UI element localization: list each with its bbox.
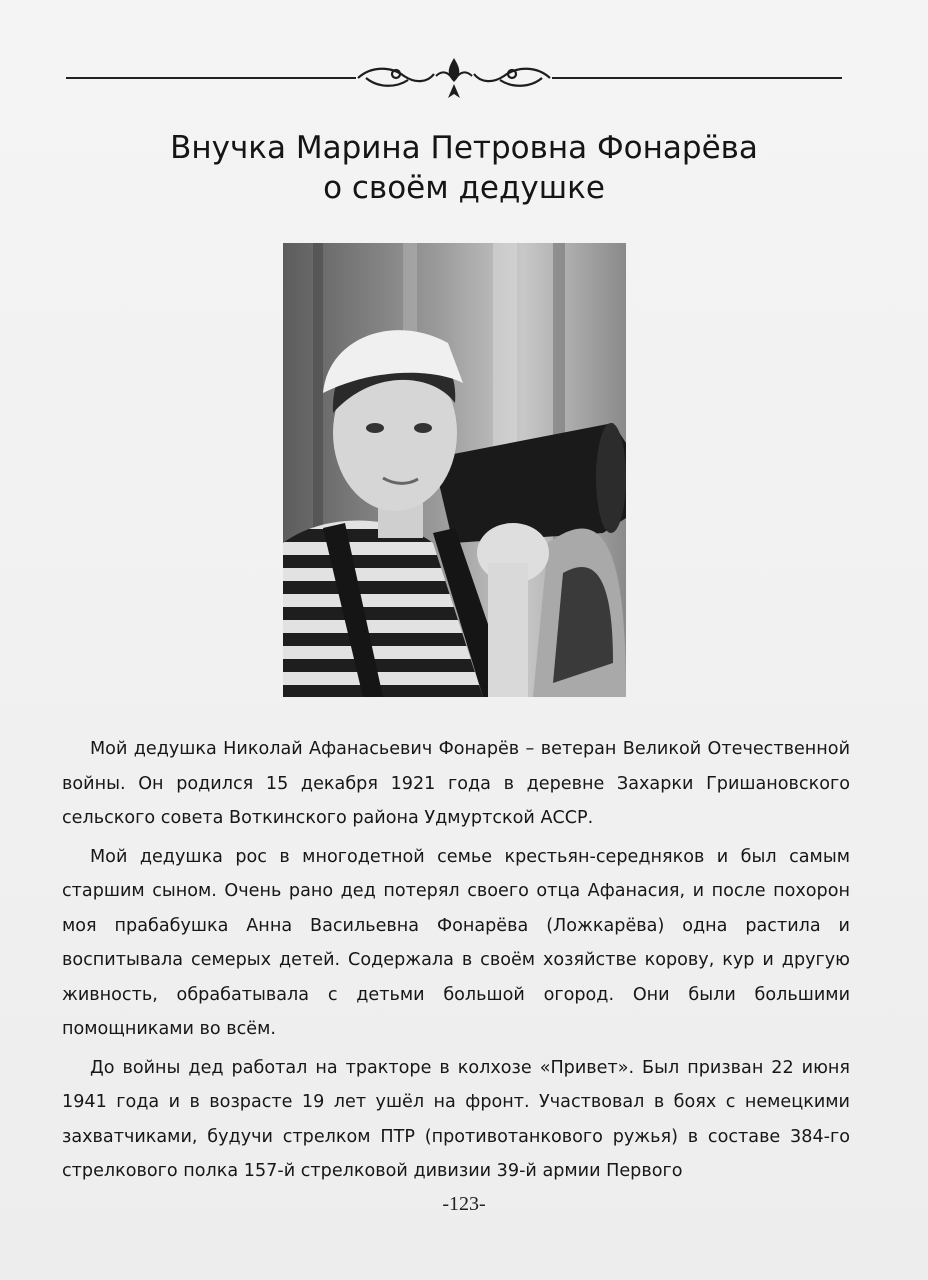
page-number: -123- xyxy=(442,1193,486,1215)
decorative-divider-ornament xyxy=(66,54,842,102)
portrait-photo-image xyxy=(283,243,626,697)
paragraph-2: Мой дедушка рос в многодетной семье крестьян-середняков и был самым старшим сыном. Очень рано дед потерял своего отца Афанасия, и после похорон моя прабабушка Анна Васильевна Фонарёва (Ложкарёва) одна растила и воспитывала семерых детей. Содержала в своём хозяйстве корову, кур и другую живность, обрабатывала с детьми большой огород. Они были большими помощниками во всём. xyxy=(62,846,850,1039)
portrait-photo xyxy=(283,243,626,697)
article-body xyxy=(62,732,850,1193)
paragraph-3: До войны дед работал на тракторе в колхозе «Привет». Был призван 22 июня 1941 года и в возрасте 19 лет ушёл на фронт. Участвовал в боях с немецкими захватчиками, будучи стрелком ПТР (противотанкового ружья) в составе 384-го стрелкового полка 157-й стрелковой дивизии 39-й армии Первого xyxy=(62,1057,850,1181)
paragraph-1: Мой дедушка Николай Афанасьевич Фонарёв – ветеран Великой Отечественной войны. Он родился 15 декабря 1921 года в деревне Захарки Гришановского сельского совета Воткинского района Удмуртской АССР. xyxy=(62,739,850,828)
title-line-1: Внучка Марина Петровна Фонарёва xyxy=(170,130,758,166)
page-title xyxy=(0,128,928,208)
title-line-2: о своём дедушке xyxy=(323,170,605,206)
